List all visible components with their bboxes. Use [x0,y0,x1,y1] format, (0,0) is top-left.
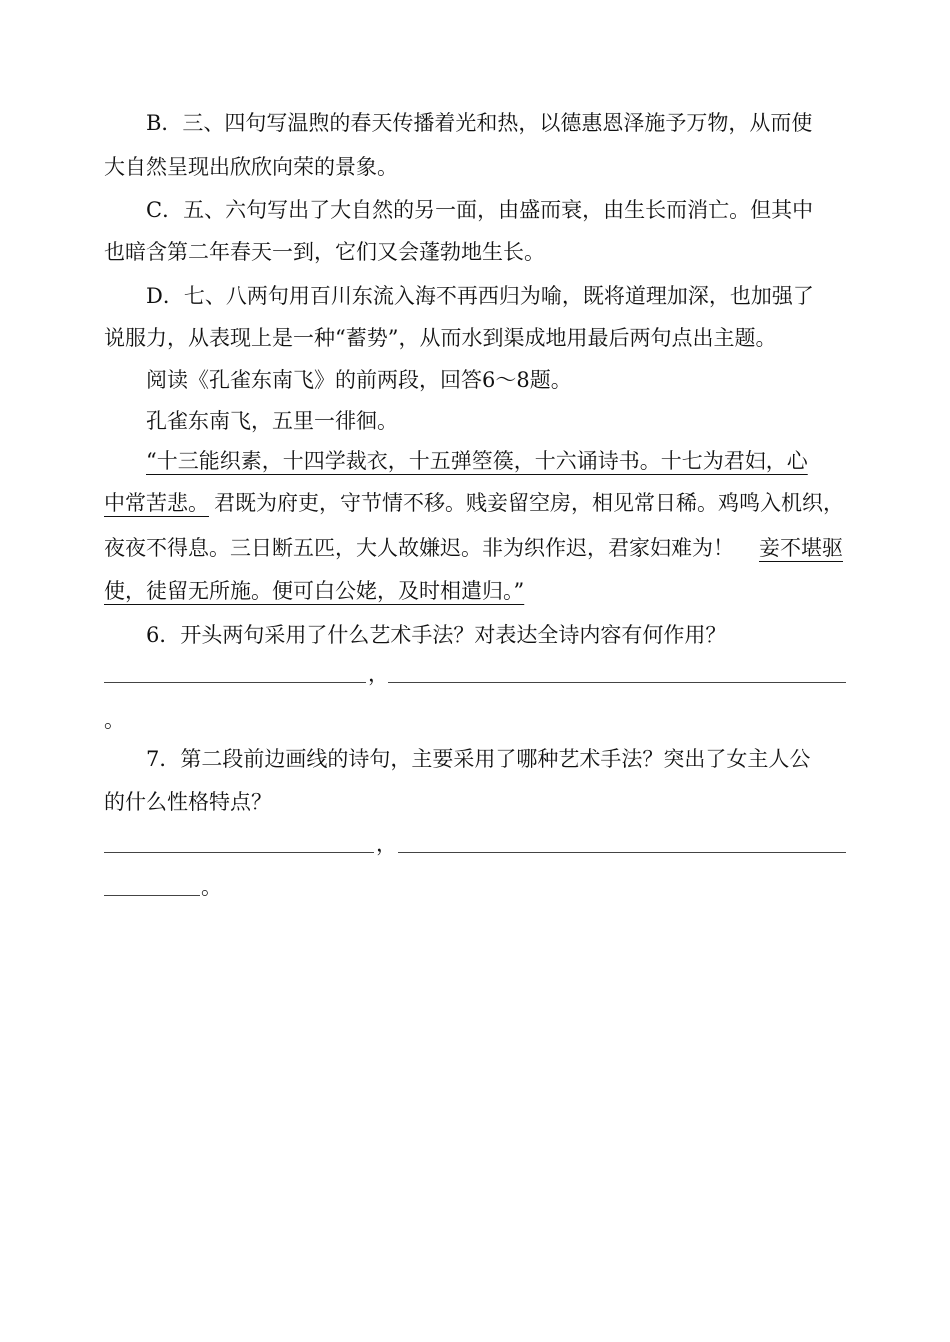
answer-7-blank-3[interactable] [104,895,200,896]
underlined-verse: 妾不堪驱 [759,536,843,560]
question-7-line-1 [0,737,950,781]
answer-7-blank-1[interactable] [104,852,374,853]
poem-para2-line-4 [0,569,950,613]
reading-intro: 阅读《孔雀东南飞》的前两段，回答6～8题。 [146,368,572,392]
answer-6-end: 。 [104,708,125,732]
question-6-line [0,613,950,657]
option-c-line-2 [0,230,950,274]
question-7-text-2: 的什么性格特点？ [104,790,272,814]
question-7-line-2 [0,780,950,824]
option-b-text-1: B．三、四句写温煦的春天传播着光和热，以德惠恩泽施予万物，从而使 [146,111,813,135]
question-6: 6．开头两句采用了什么艺术手法？对表达全诗内容有何作用？ [146,623,727,647]
poem-para2-line-3 [0,526,950,570]
answer-7-comma: ， [376,832,397,856]
answer-6-comma: ， [368,662,389,686]
verse-text: 夜夜不得息。三日断五匹，大人故嫌迟。非为织作迟，君家妇难为！ [104,536,734,560]
answer-7-blank-2[interactable] [398,852,846,853]
poem-opening: 孔雀东南飞，五里一徘徊。 [146,409,398,433]
option-b-text-2: 大自然呈现出欣欣向荣的景象。 [104,155,398,179]
option-b-line-2 [0,145,950,189]
option-c-line-1 [0,188,950,232]
option-d-line-2 [0,316,950,360]
option-d-text-1: D．七、八两句用百川东流入海不再西归为喻，既将道理加深，也加强了 [146,284,814,308]
answer-7-end: 。 [201,875,222,899]
reading-intro-line [0,358,950,402]
option-b-line-1 [0,101,950,145]
poem-line-1 [0,399,950,443]
option-c-text-1: C．五、六句写出了大自然的另一面，由盛而衰，由生长而消亡。但其中 [146,198,814,222]
question-7-text-1: 7．第二段前边画线的诗句，主要采用了哪种艺术手法？突出了女主人公 [146,747,811,771]
underlined-verse: “十三能织素，十四学裁衣，十五弹箜篌，十六诵诗书。十七为君妇，心 [146,449,808,473]
answer-6-blank-1[interactable] [104,682,366,683]
poem-para2-line-1 [0,439,950,483]
poem-para2-line-2 [0,481,950,525]
verse-text: 君既为府吏，守节情不移。贱妾留空房，相见常日稀。鸡鸣入机织， [214,491,844,515]
answer-6-blank-2[interactable] [388,682,846,683]
option-d-line-1 [0,274,950,318]
option-c-text-2: 也暗含第二年春天一到，它们又会蓬勃地生长。 [104,240,545,264]
underlined-verse: 中常苦悲。 [104,491,209,515]
underlined-verse: 使，徒留无所施。便可白公姥，及时相遣归。” [104,579,525,603]
option-d-text-2: 说服力，从表现上是一种“蓄势”，从而水到渠成地用最后两句点出主题。 [104,326,777,350]
